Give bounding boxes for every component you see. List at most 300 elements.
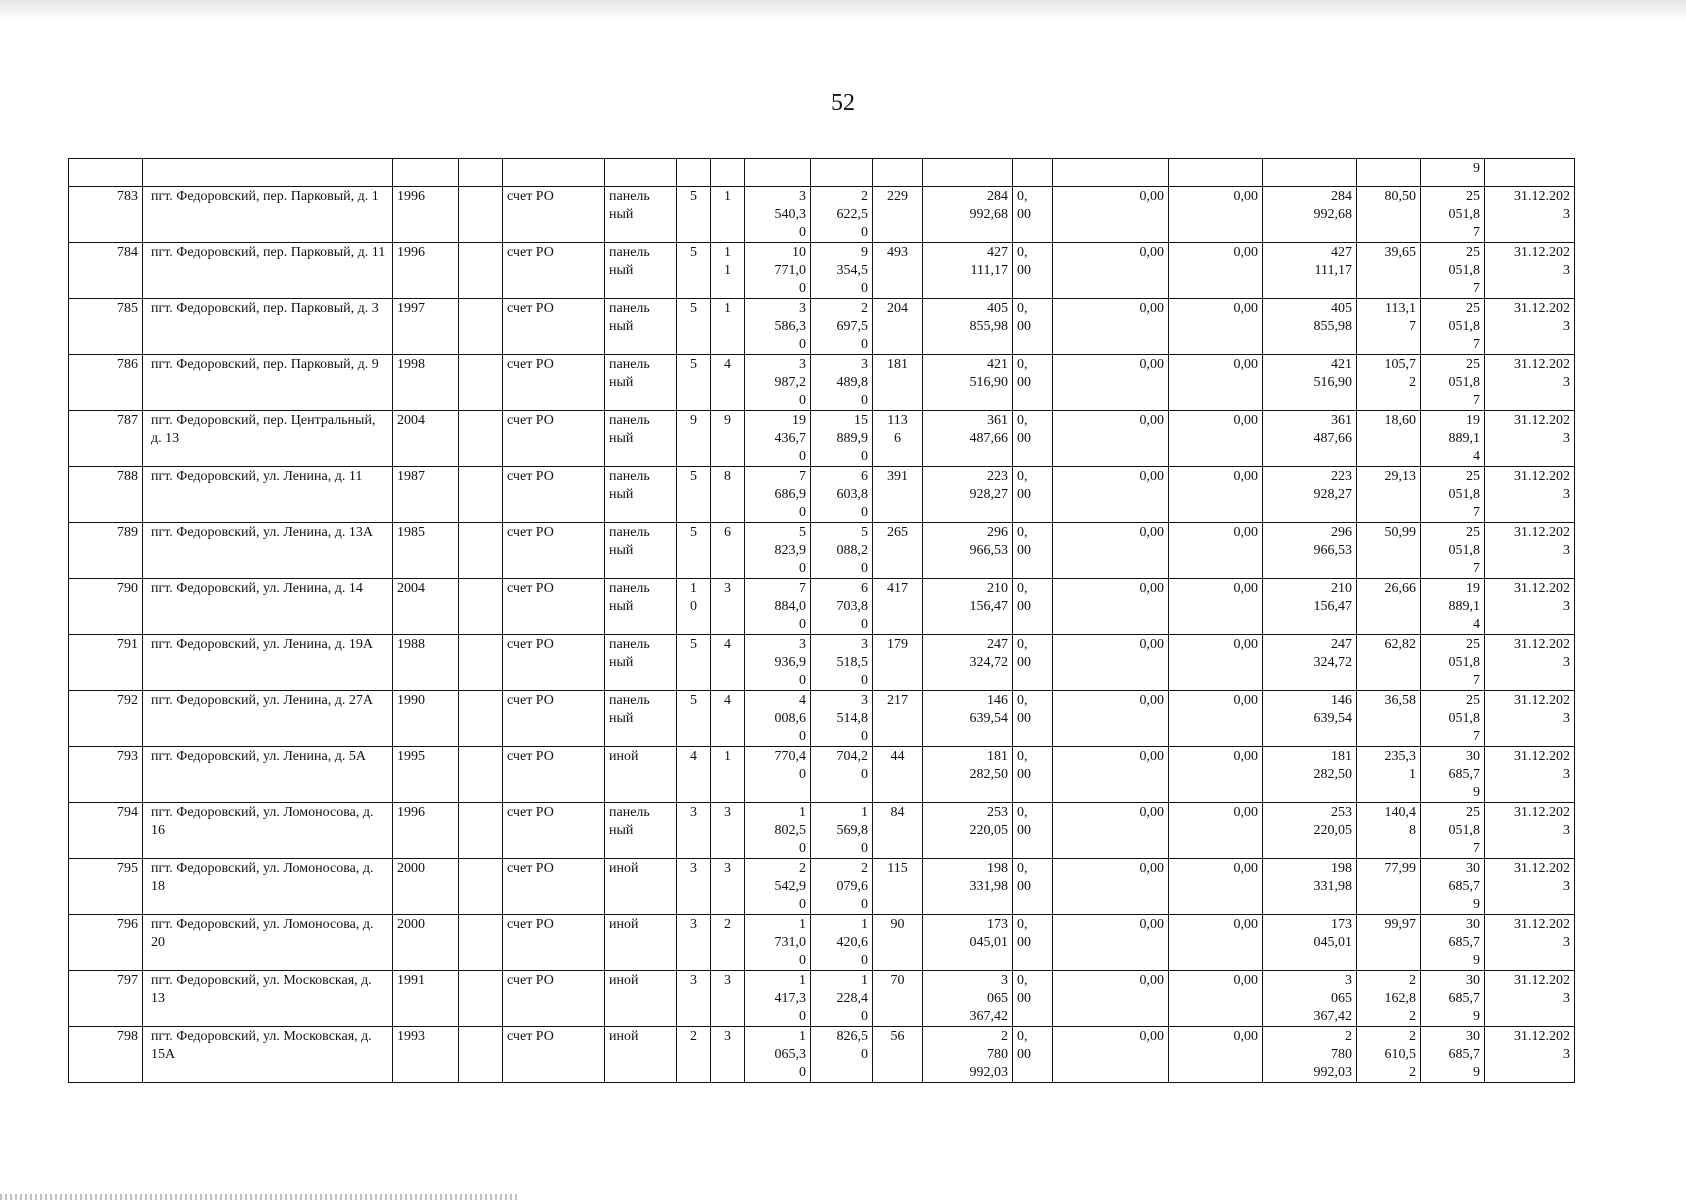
limit-cost-cell: 25 051,8 7 (1421, 635, 1485, 691)
fund-method-cell: счет РО (503, 971, 605, 1027)
cost-owners-cell: 247 324,72 (1263, 635, 1357, 691)
fund-method-cell: счет РО (503, 467, 605, 523)
cost-owners-cell: 146 639,54 (1263, 691, 1357, 747)
total-area-cell: 3 586,3 0 (745, 299, 811, 355)
address-cell: пгт. Федоровский, ул. Ленина, д. 13А (143, 523, 393, 579)
total-area-cell: 1 802,5 0 (745, 803, 811, 859)
row-number: 783 (69, 187, 143, 243)
floors-cell: 1 0 (677, 579, 711, 635)
total-area-cell: 5 823,9 0 (745, 523, 811, 579)
deadline-cell: 31.12.202 3 (1485, 579, 1575, 635)
entrances-cell: 1 (711, 747, 745, 803)
fund-method-cell: счет РО (503, 635, 605, 691)
cost-local-cell: 0,00 (1169, 859, 1263, 915)
total-area-cell: 1 417,3 0 (745, 971, 811, 1027)
year-cell: 1985 (393, 523, 459, 579)
limit-cost-cell: 25 051,8 7 (1421, 299, 1485, 355)
limit-cost-cell: 25 051,8 7 (1421, 523, 1485, 579)
cost-fund-cell: 0, 00 (1013, 187, 1053, 243)
living-area-cell: 9 354,5 0 (811, 243, 873, 299)
cost-per-m2-cell: 26,66 (1357, 579, 1421, 635)
cost-fund-cell: 0, 00 (1013, 299, 1053, 355)
cost-fund-cell: 0, 00 (1013, 523, 1053, 579)
cost-owners-cell: 3 065 367,42 (1263, 971, 1357, 1027)
table-row (69, 467, 1575, 523)
empty-cell (459, 243, 503, 299)
row-number: 798 (69, 1027, 143, 1083)
total-area-cell: 1 731,0 0 (745, 915, 811, 971)
cost-owners-cell: 173 045,01 (1263, 915, 1357, 971)
deadline-cell: 31.12.202 3 (1485, 915, 1575, 971)
fund-method-cell: счет РО (503, 859, 605, 915)
limit-cost-cell: 19 889,1 4 (1421, 411, 1485, 467)
cost-budget-cell: 0,00 (1053, 411, 1169, 467)
cost-fund-cell: 0, 00 (1013, 915, 1053, 971)
year-cell: 1996 (393, 803, 459, 859)
limit-cost-cell: 25 051,8 7 (1421, 355, 1485, 411)
cost-per-m2-cell: 39,65 (1357, 243, 1421, 299)
limit-cost-cell: 30 685,7 9 (1421, 747, 1485, 803)
floors-cell: 5 (677, 299, 711, 355)
floors-cell: 5 (677, 187, 711, 243)
address-cell: пгт. Федоровский, ул. Ленина, д. 5А (143, 747, 393, 803)
residents-cell: 84 (873, 803, 923, 859)
total-cost-cell: 173 045,01 (923, 915, 1013, 971)
empty-cell (459, 747, 503, 803)
fund-method-cell: счет РО (503, 299, 605, 355)
row-number: 789 (69, 523, 143, 579)
wall-material-cell: иной (605, 1027, 677, 1083)
row-number: 786 (69, 355, 143, 411)
living-area-cell: 6 703,8 0 (811, 579, 873, 635)
table-cell (1013, 159, 1053, 187)
row-number: 791 (69, 635, 143, 691)
address-cell: пгт. Федоровский, пер. Центральный, д. 13 (143, 411, 393, 467)
table-cell (69, 159, 143, 187)
year-cell: 1991 (393, 971, 459, 1027)
wall-material-cell: панель ный (605, 691, 677, 747)
total-cost-cell: 427 111,17 (923, 243, 1013, 299)
fund-method-cell: счет РО (503, 355, 605, 411)
year-cell: 2000 (393, 915, 459, 971)
deadline-cell: 31.12.202 3 (1485, 691, 1575, 747)
table-cell (143, 159, 393, 187)
total-area-cell: 3 936,9 0 (745, 635, 811, 691)
table-row (69, 579, 1575, 635)
deadline-cell: 31.12.202 3 (1485, 971, 1575, 1027)
cost-budget-cell: 0,00 (1053, 859, 1169, 915)
year-cell: 1997 (393, 299, 459, 355)
total-cost-cell: 198 331,98 (923, 859, 1013, 915)
cost-local-cell: 0,00 (1169, 803, 1263, 859)
address-cell: пгт. Федоровский, пер. Парковый, д. 9 (143, 355, 393, 411)
cost-per-m2-cell: 105,7 2 (1357, 355, 1421, 411)
empty-cell (459, 523, 503, 579)
row-number: 796 (69, 915, 143, 971)
table-cell (393, 159, 459, 187)
year-cell: 2004 (393, 411, 459, 467)
row-number: 787 (69, 411, 143, 467)
table-row (69, 859, 1575, 915)
living-area-cell: 15 889,9 0 (811, 411, 873, 467)
table-cell: 9 (1421, 159, 1485, 187)
year-cell: 2000 (393, 859, 459, 915)
limit-cost-cell: 25 051,8 7 (1421, 467, 1485, 523)
cost-budget-cell: 0,00 (1053, 1027, 1169, 1083)
living-area-cell: 2 697,5 0 (811, 299, 873, 355)
limit-cost-cell: 30 685,7 9 (1421, 859, 1485, 915)
cost-per-m2-cell: 18,60 (1357, 411, 1421, 467)
residents-cell: 204 (873, 299, 923, 355)
cost-local-cell: 0,00 (1169, 579, 1263, 635)
row-number: 784 (69, 243, 143, 299)
living-area-cell: 3 518,5 0 (811, 635, 873, 691)
floors-cell: 9 (677, 411, 711, 467)
total-cost-cell: 2 780 992,03 (923, 1027, 1013, 1083)
table-cell (677, 159, 711, 187)
residents-cell: 181 (873, 355, 923, 411)
cost-owners-cell: 2 780 992,03 (1263, 1027, 1357, 1083)
deadline-cell: 31.12.202 3 (1485, 467, 1575, 523)
entrances-cell: 3 (711, 803, 745, 859)
residents-cell: 229 (873, 187, 923, 243)
fund-method-cell: счет РО (503, 411, 605, 467)
cost-budget-cell: 0,00 (1053, 579, 1169, 635)
table-row (69, 915, 1575, 971)
cost-local-cell: 0,00 (1169, 971, 1263, 1027)
residents-cell: 265 (873, 523, 923, 579)
cost-local-cell: 0,00 (1169, 915, 1263, 971)
cost-local-cell: 0,00 (1169, 411, 1263, 467)
cost-budget-cell: 0,00 (1053, 467, 1169, 523)
total-cost-cell: 421 516,90 (923, 355, 1013, 411)
table-cell (1357, 159, 1421, 187)
entrances-cell: 3 (711, 859, 745, 915)
year-cell: 2004 (393, 579, 459, 635)
wall-material-cell: панель ный (605, 523, 677, 579)
living-area-cell: 3 489,8 0 (811, 355, 873, 411)
residents-cell: 391 (873, 467, 923, 523)
total-area-cell: 1 065,3 0 (745, 1027, 811, 1083)
cost-fund-cell: 0, 00 (1013, 467, 1053, 523)
fund-method-cell: счет РО (503, 243, 605, 299)
wall-material-cell: панель ный (605, 187, 677, 243)
cost-per-m2-cell: 235,3 1 (1357, 747, 1421, 803)
table-cell (923, 159, 1013, 187)
table-cell (1169, 159, 1263, 187)
living-area-cell: 1 420,6 0 (811, 915, 873, 971)
empty-cell (459, 1027, 503, 1083)
address-cell: пгт. Федоровский, пер. Парковый, д. 3 (143, 299, 393, 355)
residents-cell: 115 (873, 859, 923, 915)
wall-material-cell: панель ный (605, 635, 677, 691)
address-cell: пгт. Федоровский, ул. Ленина, д. 19А (143, 635, 393, 691)
address-cell: пгт. Федоровский, ул. Ломоносова, д. 16 (143, 803, 393, 859)
table-row (69, 355, 1575, 411)
floors-cell: 3 (677, 971, 711, 1027)
cost-per-m2-cell: 36,58 (1357, 691, 1421, 747)
empty-cell (459, 635, 503, 691)
cost-budget-cell: 0,00 (1053, 915, 1169, 971)
entrances-cell: 3 (711, 1027, 745, 1083)
cost-owners-cell: 421 516,90 (1263, 355, 1357, 411)
cost-budget-cell: 0,00 (1053, 299, 1169, 355)
cost-owners-cell: 405 855,98 (1263, 299, 1357, 355)
entrances-cell: 3 (711, 579, 745, 635)
fund-method-cell: счет РО (503, 915, 605, 971)
cost-fund-cell: 0, 00 (1013, 971, 1053, 1027)
wall-material-cell: панель ный (605, 803, 677, 859)
address-cell: пгт. Федоровский, ул. Ломоносова, д. 18 (143, 859, 393, 915)
cost-per-m2-cell: 113,1 7 (1357, 299, 1421, 355)
cost-local-cell: 0,00 (1169, 523, 1263, 579)
deadline-cell: 31.12.202 3 (1485, 243, 1575, 299)
table-cell (1485, 159, 1575, 187)
living-area-cell: 2 079,6 0 (811, 859, 873, 915)
empty-cell (459, 691, 503, 747)
cost-per-m2-cell: 2 162,8 2 (1357, 971, 1421, 1027)
wall-material-cell: панель ный (605, 467, 677, 523)
cost-owners-cell: 198 331,98 (1263, 859, 1357, 915)
cost-local-cell: 0,00 (1169, 299, 1263, 355)
year-cell: 1987 (393, 467, 459, 523)
cost-owners-cell: 361 487,66 (1263, 411, 1357, 467)
year-cell: 1990 (393, 691, 459, 747)
total-area-cell: 10 771,0 0 (745, 243, 811, 299)
floors-cell: 4 (677, 747, 711, 803)
total-area-cell: 3 987,2 0 (745, 355, 811, 411)
floors-cell: 2 (677, 1027, 711, 1083)
deadline-cell: 31.12.202 3 (1485, 411, 1575, 467)
total-cost-cell: 253 220,05 (923, 803, 1013, 859)
table-cell (745, 159, 811, 187)
address-cell: пгт. Федоровский, ул. Ломоносова, д. 20 (143, 915, 393, 971)
cost-budget-cell: 0,00 (1053, 635, 1169, 691)
cost-fund-cell: 0, 00 (1013, 635, 1053, 691)
fund-method-cell: счет РО (503, 523, 605, 579)
limit-cost-cell: 25 051,8 7 (1421, 803, 1485, 859)
limit-cost-cell: 25 051,8 7 (1421, 691, 1485, 747)
empty-cell (459, 579, 503, 635)
table-row (69, 691, 1575, 747)
floors-cell: 3 (677, 859, 711, 915)
cost-per-m2-cell: 62,82 (1357, 635, 1421, 691)
cost-local-cell: 0,00 (1169, 691, 1263, 747)
residents-cell: 417 (873, 579, 923, 635)
fund-method-cell: счет РО (503, 1027, 605, 1083)
total-cost-cell: 210 156,47 (923, 579, 1013, 635)
address-cell: пгт. Федоровский, пер. Парковый, д. 11 (143, 243, 393, 299)
table-cell (605, 159, 677, 187)
table-row (69, 1027, 1575, 1083)
residents-cell: 179 (873, 635, 923, 691)
cost-per-m2-cell: 99,97 (1357, 915, 1421, 971)
limit-cost-cell: 30 685,7 9 (1421, 1027, 1485, 1083)
table-row (69, 411, 1575, 467)
residents-cell: 217 (873, 691, 923, 747)
year-cell: 1995 (393, 747, 459, 803)
total-cost-cell: 146 639,54 (923, 691, 1013, 747)
table-row (69, 803, 1575, 859)
cost-per-m2-cell: 29,13 (1357, 467, 1421, 523)
table-cell (1053, 159, 1169, 187)
total-cost-cell: 3 065 367,42 (923, 971, 1013, 1027)
continuation-row (69, 159, 1575, 187)
living-area-cell: 826,5 0 (811, 1027, 873, 1083)
cost-fund-cell: 0, 00 (1013, 579, 1053, 635)
table-cell (459, 159, 503, 187)
deadline-cell: 31.12.202 3 (1485, 635, 1575, 691)
cost-fund-cell: 0, 00 (1013, 243, 1053, 299)
cost-local-cell: 0,00 (1169, 747, 1263, 803)
row-number: 797 (69, 971, 143, 1027)
address-cell: пгт. Федоровский, ул. Ленина, д. 11 (143, 467, 393, 523)
cost-local-cell: 0,00 (1169, 1027, 1263, 1083)
total-cost-cell: 361 487,66 (923, 411, 1013, 467)
row-number: 788 (69, 467, 143, 523)
floors-cell: 5 (677, 523, 711, 579)
residents-cell: 44 (873, 747, 923, 803)
table-row (69, 243, 1575, 299)
living-area-cell: 3 514,8 0 (811, 691, 873, 747)
cost-owners-cell: 223 928,27 (1263, 467, 1357, 523)
floors-cell: 5 (677, 635, 711, 691)
year-cell: 1988 (393, 635, 459, 691)
residents-cell: 56 (873, 1027, 923, 1083)
living-area-cell: 1 569,8 0 (811, 803, 873, 859)
cost-owners-cell: 296 966,53 (1263, 523, 1357, 579)
total-area-cell: 7 884,0 0 (745, 579, 811, 635)
table-row (69, 747, 1575, 803)
cost-budget-cell: 0,00 (1053, 747, 1169, 803)
table-cell (711, 159, 745, 187)
entrances-cell: 4 (711, 635, 745, 691)
fund-method-cell: счет РО (503, 579, 605, 635)
page-number: 52 (831, 90, 855, 116)
address-cell: пгт. Федоровский, ул. Московская, д. 13 (143, 971, 393, 1027)
address-cell: пгт. Федоровский, ул. Ленина, д. 14 (143, 579, 393, 635)
floors-cell: 3 (677, 803, 711, 859)
cost-fund-cell: 0, 00 (1013, 747, 1053, 803)
empty-cell (459, 299, 503, 355)
cost-budget-cell: 0,00 (1053, 355, 1169, 411)
cost-per-m2-cell: 80,50 (1357, 187, 1421, 243)
deadline-cell: 31.12.202 3 (1485, 355, 1575, 411)
total-cost-cell: 181 282,50 (923, 747, 1013, 803)
living-area-cell: 2 622,5 0 (811, 187, 873, 243)
row-number: 792 (69, 691, 143, 747)
cost-per-m2-cell: 2 610,5 2 (1357, 1027, 1421, 1083)
floors-cell: 3 (677, 915, 711, 971)
entrances-cell: 4 (711, 691, 745, 747)
entrances-cell: 6 (711, 523, 745, 579)
deadline-cell: 31.12.202 3 (1485, 1027, 1575, 1083)
residents-cell: 90 (873, 915, 923, 971)
limit-cost-cell: 25 051,8 7 (1421, 187, 1485, 243)
total-area-cell: 19 436,7 0 (745, 411, 811, 467)
table-row (69, 523, 1575, 579)
entrances-cell: 1 1 (711, 243, 745, 299)
cost-budget-cell: 0,00 (1053, 971, 1169, 1027)
cost-budget-cell: 0,00 (1053, 243, 1169, 299)
empty-cell (459, 355, 503, 411)
cost-owners-cell: 181 282,50 (1263, 747, 1357, 803)
limit-cost-cell: 30 685,7 9 (1421, 971, 1485, 1027)
cost-local-cell: 0,00 (1169, 187, 1263, 243)
row-number: 794 (69, 803, 143, 859)
table-cell (1263, 159, 1357, 187)
entrances-cell: 8 (711, 467, 745, 523)
limit-cost-cell: 19 889,1 4 (1421, 579, 1485, 635)
total-cost-cell: 223 928,27 (923, 467, 1013, 523)
cost-fund-cell: 0, 00 (1013, 859, 1053, 915)
floors-cell: 5 (677, 243, 711, 299)
cost-local-cell: 0,00 (1169, 635, 1263, 691)
address-cell: пгт. Федоровский, ул. Московская, д. 15А (143, 1027, 393, 1083)
total-area-cell: 3 540,3 0 (745, 187, 811, 243)
entrances-cell: 4 (711, 355, 745, 411)
row-number: 785 (69, 299, 143, 355)
row-number: 795 (69, 859, 143, 915)
empty-cell (459, 467, 503, 523)
cost-owners-cell: 210 156,47 (1263, 579, 1357, 635)
residents-cell: 113 6 (873, 411, 923, 467)
table-cell (811, 159, 873, 187)
table-row (69, 971, 1575, 1027)
floors-cell: 5 (677, 691, 711, 747)
year-cell: 1998 (393, 355, 459, 411)
living-area-cell: 5 088,2 0 (811, 523, 873, 579)
year-cell: 1996 (393, 243, 459, 299)
living-area-cell: 6 603,8 0 (811, 467, 873, 523)
cost-fund-cell: 0, 00 (1013, 355, 1053, 411)
cost-owners-cell: 427 111,17 (1263, 243, 1357, 299)
scan-edge-top (0, 0, 1686, 20)
wall-material-cell: панель ный (605, 579, 677, 635)
scan-edge-bottom (0, 1194, 520, 1200)
table-row (69, 635, 1575, 691)
residents-cell: 70 (873, 971, 923, 1027)
deadline-cell: 31.12.202 3 (1485, 859, 1575, 915)
cost-per-m2-cell: 77,99 (1357, 859, 1421, 915)
total-area-cell: 4 008,6 0 (745, 691, 811, 747)
total-cost-cell: 405 855,98 (923, 299, 1013, 355)
fund-method-cell: счет РО (503, 747, 605, 803)
floors-cell: 5 (677, 355, 711, 411)
table-cell (873, 159, 923, 187)
cost-budget-cell: 0,00 (1053, 523, 1169, 579)
cost-fund-cell: 0, 00 (1013, 411, 1053, 467)
cost-local-cell: 0,00 (1169, 243, 1263, 299)
housing-register-table (68, 158, 1575, 1083)
cost-owners-cell: 253 220,05 (1263, 803, 1357, 859)
total-area-cell: 2 542,9 0 (745, 859, 811, 915)
row-number: 790 (69, 579, 143, 635)
floors-cell: 5 (677, 467, 711, 523)
wall-material-cell: панель ный (605, 411, 677, 467)
empty-cell (459, 187, 503, 243)
living-area-cell: 1 228,4 0 (811, 971, 873, 1027)
deadline-cell: 31.12.202 3 (1485, 803, 1575, 859)
cost-per-m2-cell: 140,4 8 (1357, 803, 1421, 859)
table-row (69, 187, 1575, 243)
deadline-cell: 31.12.202 3 (1485, 523, 1575, 579)
cost-local-cell: 0,00 (1169, 467, 1263, 523)
wall-material-cell: иной (605, 859, 677, 915)
cost-per-m2-cell: 50,99 (1357, 523, 1421, 579)
total-area-cell: 7 686,9 0 (745, 467, 811, 523)
wall-material-cell: иной (605, 915, 677, 971)
